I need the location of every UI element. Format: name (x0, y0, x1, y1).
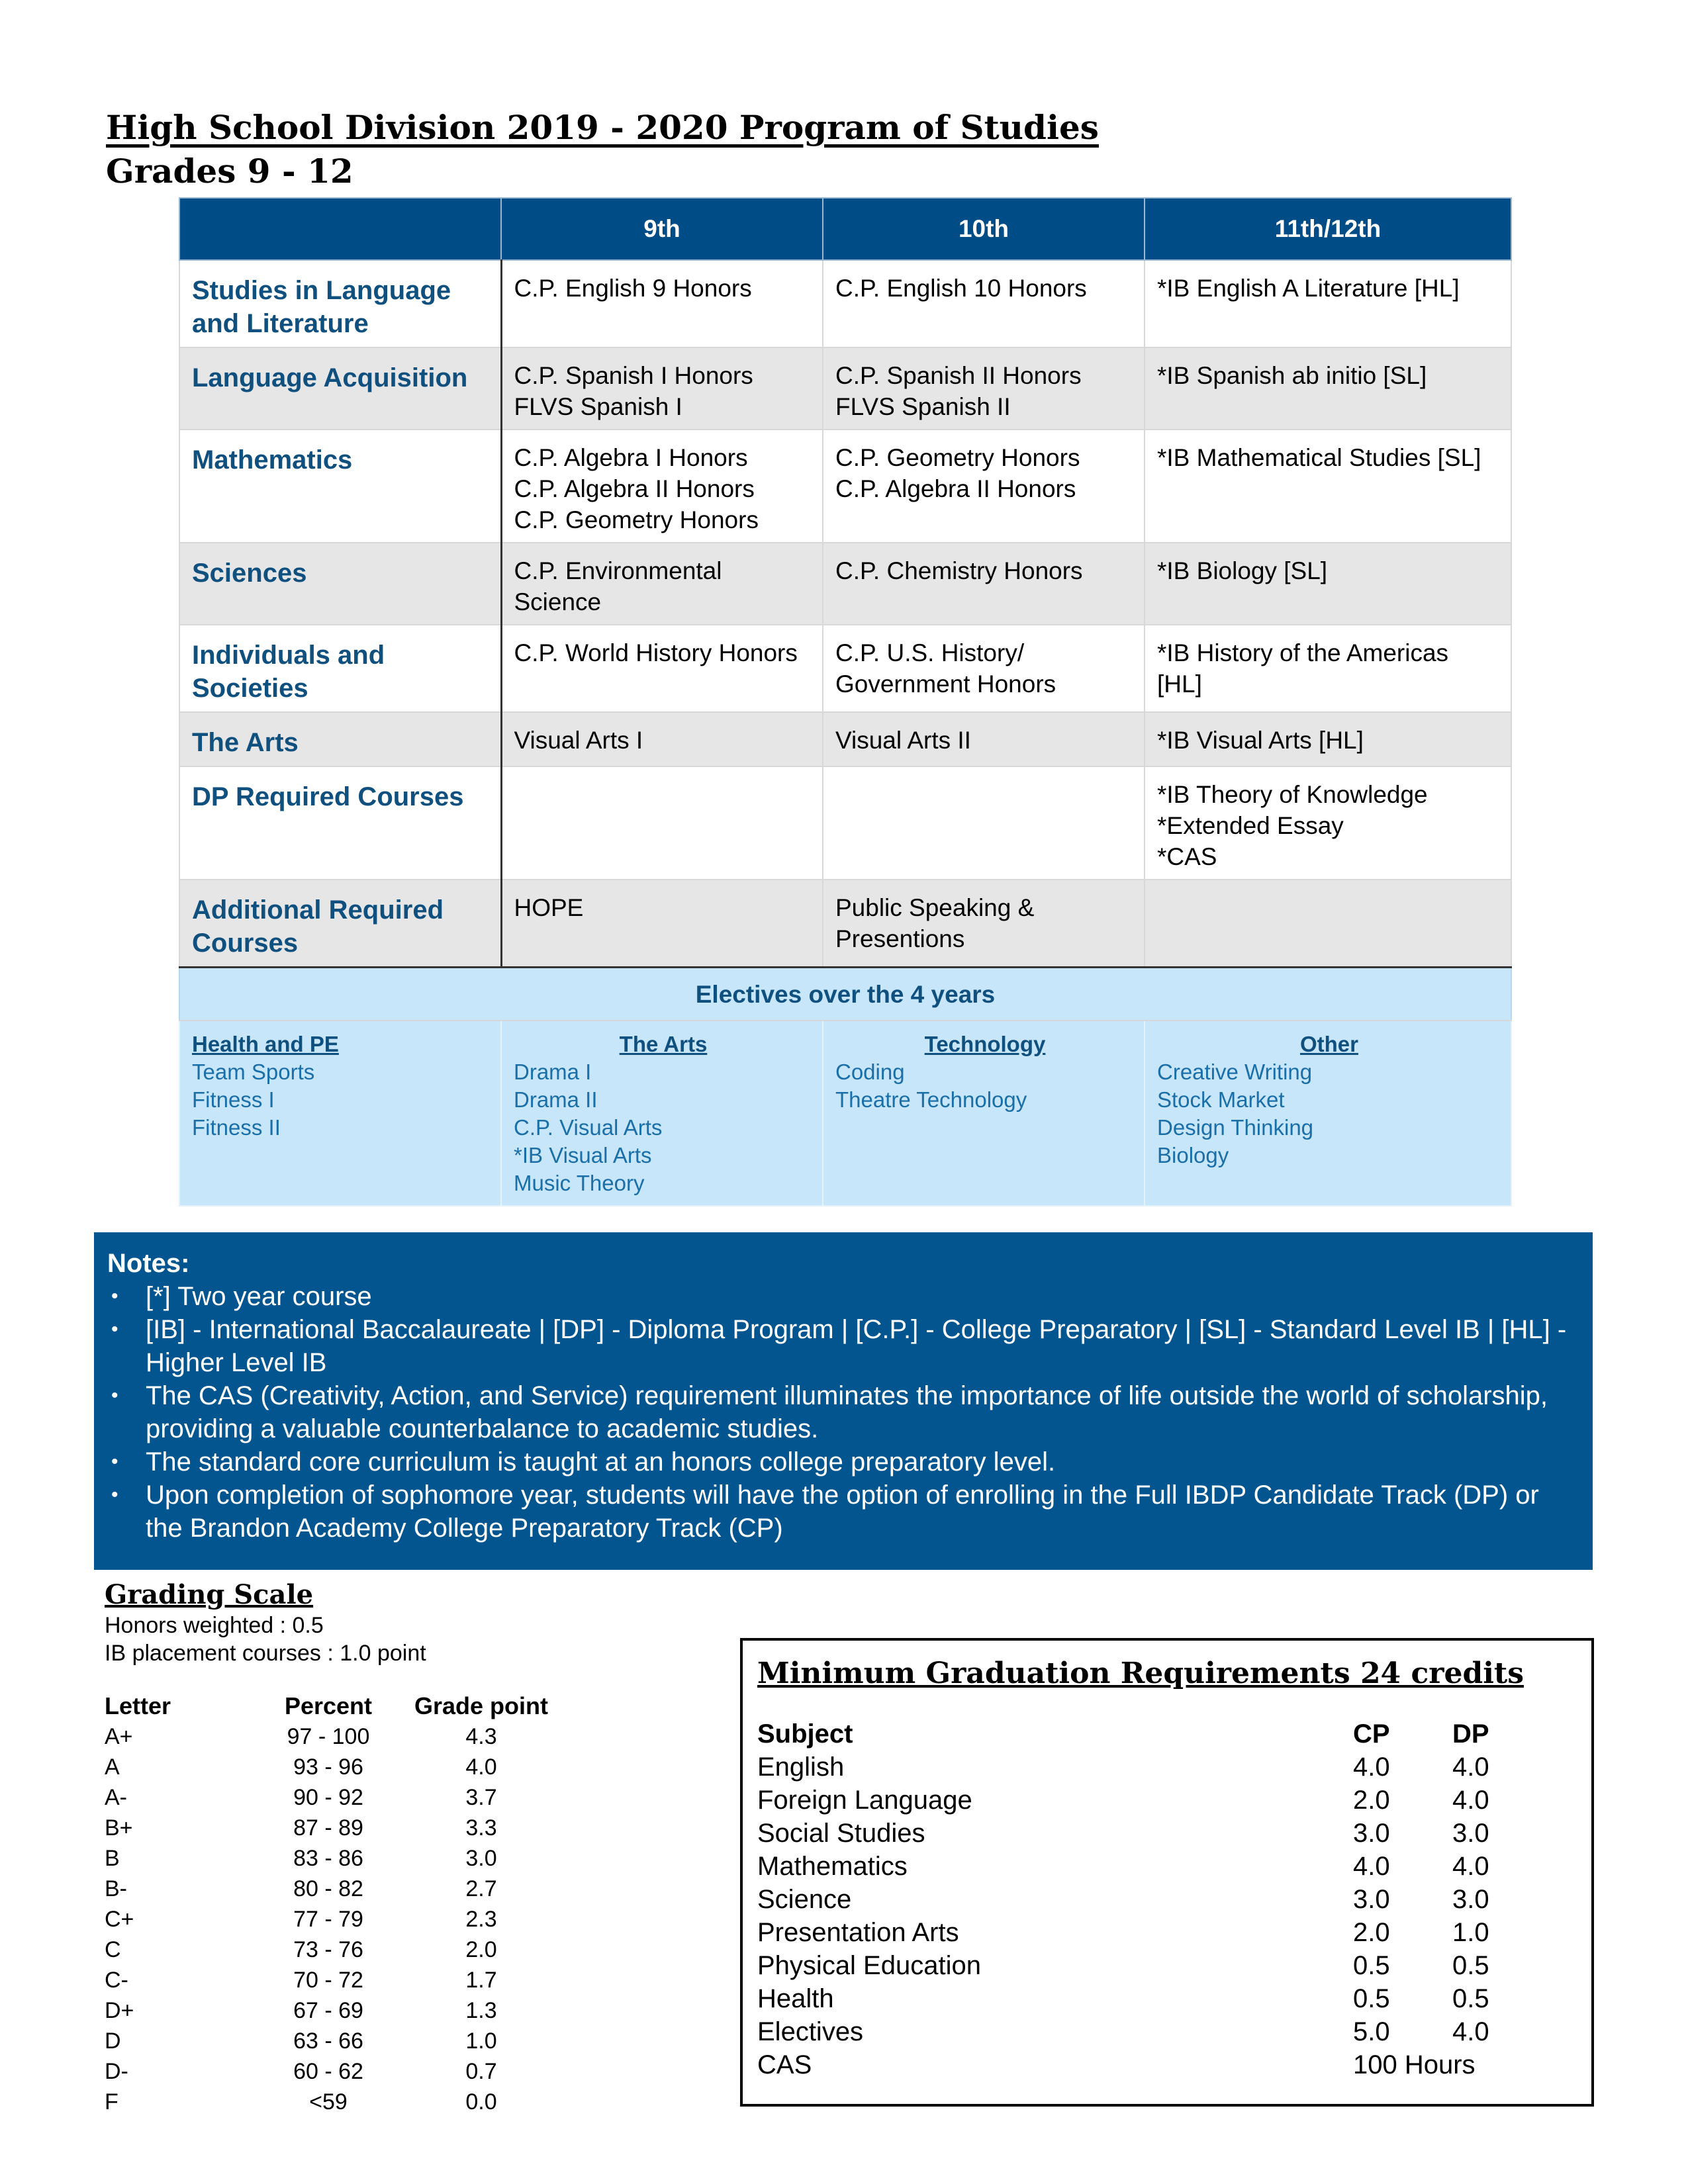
graduation-subject: Science (757, 1884, 852, 1914)
electives-title: Electives over the 4 years (179, 968, 1511, 1021)
elective-course: Drama I (514, 1060, 592, 1084)
graduation-row (757, 1850, 1552, 1883)
grade-point: 1.0 (465, 2028, 497, 2054)
course-name: C.P. Geometry Honors (835, 444, 1080, 471)
bullet-icon: • (111, 1285, 118, 1307)
grade-letter: B+ (105, 1815, 133, 1841)
course-cell (823, 543, 1145, 625)
grade-percent: 63 - 66 (293, 2028, 363, 2054)
grade-point: 2.0 (465, 1936, 497, 1962)
elective-course: Drama II (514, 1087, 598, 1112)
course-cell (1145, 543, 1511, 625)
course-cell (501, 260, 823, 347)
subject-group-label: Language Acquisition (179, 347, 501, 430)
grade-letter: D+ (105, 1997, 134, 2023)
grading-col-letter: Letter (105, 1692, 171, 1719)
graduation-table (757, 1717, 1552, 2081)
course-cell (501, 766, 823, 880)
note-text: The standard core curriculum is taught at an honors college preparatory level. (146, 1447, 1056, 1477)
graduation-row (757, 1949, 1552, 1982)
grading-scale (105, 1578, 608, 2117)
grade-point: 2.3 (465, 1906, 497, 1932)
grading-row (105, 1904, 557, 1934)
course-name: *IB History of the Americas [HL] (1157, 639, 1449, 698)
course-cell (823, 766, 1145, 880)
grade-letter: F (105, 2089, 118, 2115)
grading-row (105, 1813, 557, 1843)
grading-row (105, 1752, 557, 1782)
graduation-heading: Minimum Graduation Requirements 24 credits (757, 1657, 1524, 1690)
course-name: C.P. Chemistry Honors (835, 557, 1083, 584)
notes-heading: Notes: (107, 1249, 190, 1278)
graduation-row (757, 1982, 1552, 2015)
bullet-icon: • (111, 1385, 118, 1406)
graduation-subject: Mathematics (757, 1851, 908, 1881)
grading-row (105, 1995, 557, 2026)
grade-point: 3.0 (465, 1845, 497, 1871)
course-cell (501, 430, 823, 543)
program-row (179, 766, 1511, 880)
grade-percent: 60 - 62 (293, 2058, 363, 2084)
grading-heading: Grading Scale (105, 1579, 314, 1610)
course-cell (501, 712, 823, 766)
graduation-cp-credits: 2.0 (1353, 1785, 1390, 1815)
course-name: Visual Arts II (835, 727, 971, 754)
course-name: Visual Arts I (514, 727, 643, 754)
graduation-dp-credits: 4.0 (1452, 1785, 1489, 1815)
program-row (179, 347, 1511, 430)
graduation-dp-credits: 0.5 (1452, 1983, 1489, 2013)
subject-group-label: Additional Required Courses (179, 880, 501, 968)
course-cell (823, 880, 1145, 968)
electives-group (823, 1021, 1145, 1206)
elective-course: Team Sports (192, 1060, 315, 1084)
grade-percent: 80 - 82 (293, 1876, 363, 1901)
grading-col-percent: Percent (284, 1692, 373, 1719)
grade-letter: C (105, 1936, 121, 1962)
course-name: C.P. Spanish II Honors (835, 362, 1082, 389)
grading-note: Honors weighted : 0.5 (105, 1613, 324, 1638)
note-item (107, 1379, 1579, 1445)
graduation-dp-credits: 3.0 (1452, 1818, 1489, 1848)
grading-row (105, 2026, 557, 2056)
elective-course: C.P. Visual Arts (514, 1115, 663, 1140)
graduation-cp-credits: 3.0 (1353, 1818, 1390, 1848)
course-name: C.P. World History Honors (514, 639, 798, 666)
course-cell (1145, 430, 1511, 543)
program-row (179, 543, 1511, 625)
subject-group-label: Studies in Language and Literature (179, 260, 501, 347)
course-cell (823, 260, 1145, 347)
course-name: *IB Visual Arts [HL] (1157, 727, 1364, 754)
title-line-1: High School Division 2019 - 2020 Program of Studies (106, 108, 1099, 147)
bullet-icon: • (111, 1451, 118, 1473)
elective-course: Coding (835, 1060, 905, 1084)
subject-group-label: The Arts (179, 712, 501, 766)
grade-point: 4.0 (465, 1754, 497, 1780)
note-text: Upon completion of sophomore year, students will have the option of enrolling in the Full IBDP Candidate Track (DP) or the Brandon Academy College Preparatory Track (CP) (146, 1480, 1539, 1543)
graduation-cp-credits: 5.0 (1353, 2017, 1390, 2046)
notes-list (107, 1280, 1579, 1545)
course-name: FLVS Spanish I (514, 393, 682, 420)
grade-percent: 83 - 86 (293, 1845, 363, 1871)
grade-letter: A (105, 1754, 120, 1780)
electives-group-heading: Other (1299, 1032, 1358, 1056)
note-text: [*] Two year course (146, 1282, 372, 1311)
course-name: *CAS (1157, 843, 1217, 870)
grade-percent: 73 - 76 (293, 1936, 363, 1962)
grading-row (105, 1934, 557, 1965)
graduation-cas-hours: 100 Hours (1353, 2050, 1476, 2079)
course-name: Public Speaking & Presentions (835, 894, 1035, 952)
header-cell: 11th/12th (1145, 198, 1511, 260)
elective-course: Biology (1157, 1143, 1229, 1167)
course-cell (823, 347, 1145, 430)
grading-row (105, 2056, 557, 2087)
grade-point: 2.7 (465, 1876, 497, 1901)
graduation-requirements (740, 1638, 1594, 2107)
grade-point: 1.7 (465, 1967, 497, 1993)
graduation-dp-credits: 4.0 (1452, 2017, 1489, 2046)
elective-course: Creative Writing (1157, 1060, 1313, 1084)
elective-course: Fitness I (192, 1087, 275, 1112)
course-name: C.P. Environmental Science (514, 557, 722, 615)
graduation-cp-credits: 4.0 (1353, 1851, 1390, 1881)
subject-group-label: DP Required Courses (179, 766, 501, 880)
program-row (179, 625, 1511, 712)
program-row (179, 260, 1511, 347)
course-name: *IB Mathematical Studies [SL] (1157, 444, 1481, 471)
grade-percent: 87 - 89 (293, 1815, 363, 1841)
graduation-subject: Electives (757, 2017, 864, 2046)
graduation-row (757, 1817, 1552, 1850)
bullet-icon: • (111, 1318, 118, 1340)
grading-row (105, 1843, 557, 1874)
electives-group-heading: Technology (924, 1032, 1046, 1056)
graduation-cp-credits: 2.0 (1353, 1917, 1390, 1947)
bullet-icon: • (111, 1484, 118, 1506)
program-table (179, 197, 1512, 1206)
title-line-2: Grades 9 - 12 (106, 152, 353, 191)
grade-percent: 67 - 69 (293, 1997, 363, 2023)
graduation-dp-credits: 1.0 (1452, 1917, 1489, 1947)
course-cell (1145, 625, 1511, 712)
graduation-subject: Foreign Language (757, 1785, 972, 1815)
course-cell (1145, 260, 1511, 347)
course-name: *IB Biology [SL] (1157, 557, 1328, 584)
course-name: C.P. English 10 Honors (835, 275, 1087, 302)
graduation-row-cas (757, 2048, 1552, 2081)
elective-course: Theatre Technology (835, 1087, 1027, 1112)
page-title (106, 106, 1099, 193)
course-name: *IB Spanish ab initio [SL] (1157, 362, 1427, 389)
grade-letter: A- (105, 1784, 127, 1810)
graduation-col-cp: CP (1353, 1719, 1390, 1749)
graduation-subject: Physical Education (757, 1950, 981, 1980)
electives-group (501, 1021, 823, 1206)
program-row (179, 880, 1511, 968)
program-row (179, 712, 1511, 766)
grade-point: 1.3 (465, 1997, 497, 2023)
graduation-cp-credits: 3.0 (1353, 1884, 1390, 1914)
course-name: C.P. Algebra II Honors (514, 475, 755, 502)
course-name: FLVS Spanish II (835, 393, 1011, 420)
electives-header-row (179, 968, 1511, 1021)
grade-percent: 70 - 72 (293, 1967, 363, 1993)
course-name: C.P. Spanish I Honors (514, 362, 753, 389)
graduation-dp-credits: 4.0 (1452, 1752, 1489, 1782)
course-cell (823, 712, 1145, 766)
subject-group-label: Individuals and Societies (179, 625, 501, 712)
grade-letter: C- (105, 1967, 128, 1993)
graduation-row (757, 2015, 1552, 2048)
elective-course: Stock Market (1157, 1087, 1285, 1112)
course-name: C.P. Algebra I Honors (514, 444, 748, 471)
electives-group-heading: Health and PE (192, 1032, 339, 1056)
course-cell (501, 347, 823, 430)
header-cell (179, 198, 501, 260)
grading-row (105, 1965, 557, 1995)
graduation-cp-credits: 0.5 (1353, 1950, 1390, 1980)
note-text: The CAS (Creativity, Action, and Service) requirement illuminates the importance of life outside the world of scholarship, providing a valuable counterbalance to academic studies. (146, 1381, 1548, 1443)
program-header-row (179, 198, 1511, 260)
grading-col-gradepoint: Grade point (414, 1692, 548, 1719)
electives-group-heading: The Arts (619, 1032, 708, 1056)
course-name: *IB English A Literature [HL] (1157, 275, 1460, 302)
grade-point: 4.3 (465, 1723, 497, 1749)
graduation-subject: English (757, 1752, 845, 1782)
course-name: C.P. U.S. History/ Government Honors (835, 639, 1056, 698)
subject-group-label: Sciences (179, 543, 501, 625)
graduation-row (757, 1784, 1552, 1817)
graduation-col-dp: DP (1452, 1719, 1489, 1749)
graduation-row (757, 1883, 1552, 1916)
grade-point: 3.3 (465, 1815, 497, 1841)
graduation-dp-credits: 0.5 (1452, 1950, 1489, 1980)
grade-point: 0.7 (465, 2058, 497, 2084)
course-name: *IB Theory of Knowledge (1157, 781, 1428, 808)
graduation-row (757, 1916, 1552, 1949)
course-name: C.P. Geometry Honors (514, 506, 759, 533)
graduation-dp-credits: 3.0 (1452, 1884, 1489, 1914)
course-name: *Extended Essay (1157, 812, 1344, 839)
grade-letter: B (105, 1845, 120, 1871)
course-cell (501, 625, 823, 712)
graduation-dp-credits: 4.0 (1452, 1851, 1489, 1881)
note-item (107, 1445, 1579, 1479)
grade-percent: 97 - 100 (287, 1723, 370, 1749)
graduation-cp-credits: 4.0 (1353, 1752, 1390, 1782)
program-row (179, 430, 1511, 543)
elective-course: Fitness II (192, 1115, 281, 1140)
grade-percent: 90 - 92 (293, 1784, 363, 1810)
grade-letter: D (105, 2028, 121, 2054)
note-item (107, 1280, 1579, 1313)
course-cell (1145, 766, 1511, 880)
grade-letter: D- (105, 2058, 128, 2084)
course-cell (1145, 347, 1511, 430)
course-cell (823, 430, 1145, 543)
grading-row (105, 1721, 557, 1752)
grading-table (105, 1691, 557, 2117)
header-cell: 10th (823, 198, 1145, 260)
grade-point: 0.0 (465, 2089, 497, 2115)
note-item (107, 1479, 1579, 1545)
graduation-subject: CAS (757, 2050, 812, 2079)
grading-row (105, 2087, 557, 2117)
graduation-subject: Health (757, 1983, 834, 2013)
elective-course: Design Thinking (1157, 1115, 1314, 1140)
grading-row (105, 1874, 557, 1904)
graduation-subject: Presentation Arts (757, 1917, 959, 1947)
grading-note: IB placement courses : 1.0 point (105, 1641, 426, 1666)
electives-row (179, 1021, 1511, 1206)
subject-group-label: Mathematics (179, 430, 501, 543)
header-cell: 9th (501, 198, 823, 260)
grade-letter: B- (105, 1876, 127, 1901)
note-text: [IB] - International Baccalaureate | [DP] - Diploma Program | [C.P.] - College Preparatory | [SL] - Standard Level IB | [HL] - Higher Level IB (146, 1315, 1567, 1377)
elective-course: *IB Visual Arts (514, 1143, 652, 1167)
course-cell (1145, 712, 1511, 766)
electives-group (1145, 1021, 1511, 1206)
grade-point: 3.7 (465, 1784, 497, 1810)
elective-course: Music Theory (514, 1171, 645, 1195)
note-item (107, 1313, 1579, 1379)
course-cell (823, 625, 1145, 712)
course-cell (501, 543, 823, 625)
course-cell (501, 880, 823, 968)
grade-letter: C+ (105, 1906, 134, 1932)
grade-letter: A+ (105, 1723, 133, 1749)
notes-panel (94, 1232, 1593, 1570)
graduation-row (757, 1751, 1552, 1784)
course-name: C.P. English 9 Honors (514, 275, 752, 302)
electives-group (179, 1021, 501, 1206)
grade-percent: 93 - 96 (293, 1754, 363, 1780)
grade-percent: 77 - 79 (293, 1906, 363, 1932)
graduation-cp-credits: 0.5 (1353, 1983, 1390, 2013)
grade-percent: <59 (309, 2089, 348, 2115)
graduation-col-subject: Subject (757, 1719, 853, 1749)
course-name: C.P. Algebra II Honors (835, 475, 1076, 502)
course-cell (1145, 880, 1511, 968)
grading-row (105, 1782, 557, 1813)
graduation-subject: Social Studies (757, 1818, 925, 1848)
course-name: HOPE (514, 894, 584, 921)
